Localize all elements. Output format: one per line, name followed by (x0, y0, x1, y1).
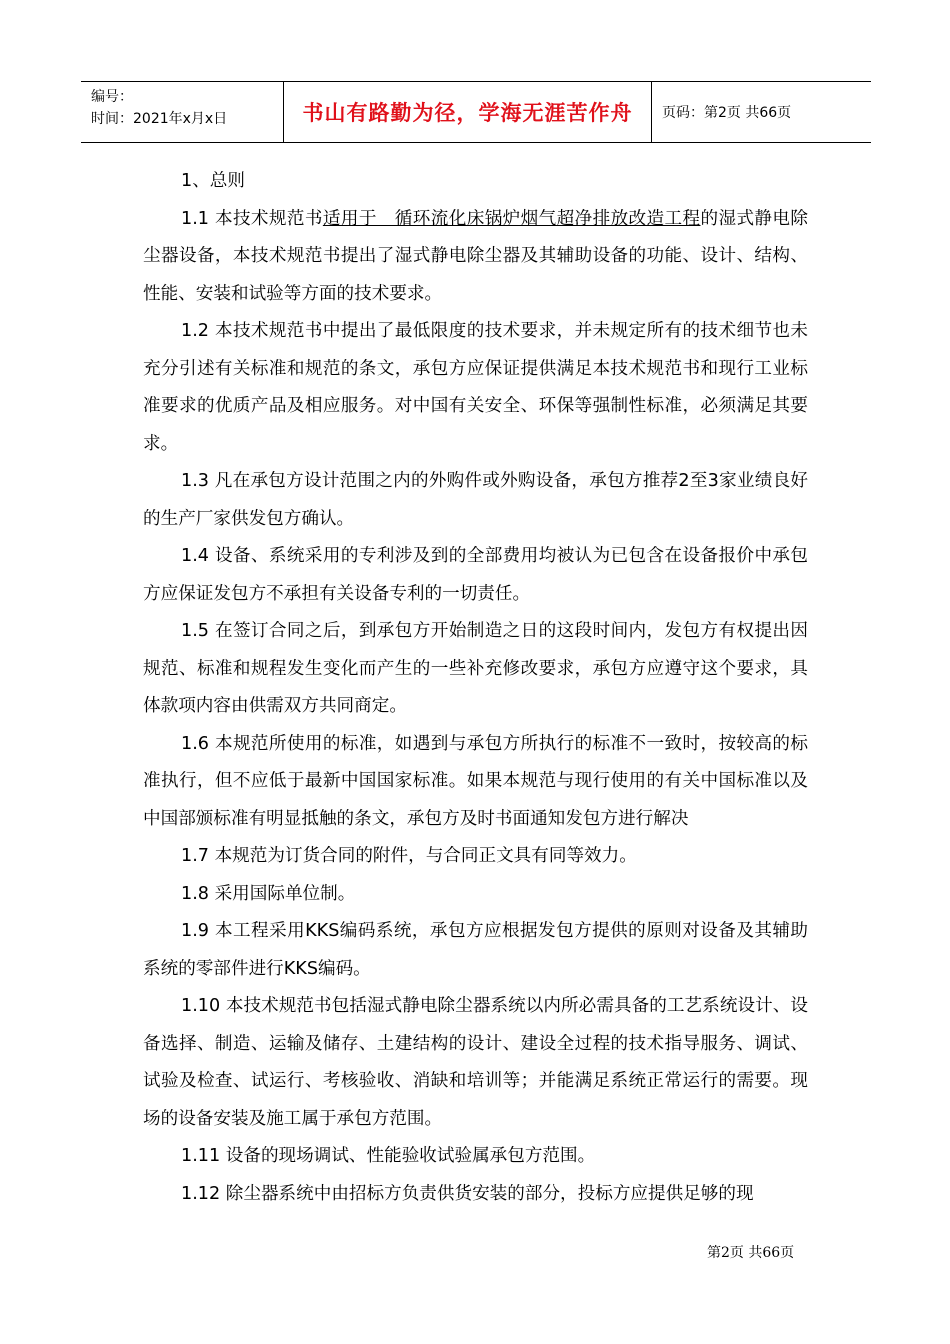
document-time: 时间：2021年x月x日 (91, 111, 228, 127)
header-motto: 书山有路勤为径，学海无涯苦作舟 (302, 101, 633, 125)
paragraph-text: 1.1 本技术规范书 (181, 208, 323, 229)
section-title: 1、总则 (181, 171, 245, 191)
page-footer: 第2页 共66页 (707, 1245, 795, 1261)
header-page-number: 页码：第2页 共66页 (662, 105, 792, 121)
paragraph: 1.10 本技术规范书包括湿式静电除尘器系统以内所必需具备的工艺系统设计、设备选择、制造、运输及储存、土建结构的设计、建设全过程的技术指导服务、调试、试验及检查、试运行、考核验收、消缺和培训等；并能满足系统正常运行的需要。现场的设备安装及施工属于承包方范围。 (143, 996, 808, 1129)
document-body (143, 163, 808, 1213)
paragraph: 1.4 设备、系统采用的专利涉及到的全部费用均被认为已包含在设备报价中承包方应保证发包方不承担有关设备专利的一切责任。 (143, 546, 808, 604)
paragraph: 1.2 本技术规范书中提出了最低限度的技术要求，并未规定所有的技术细节也未充分引述有关标准和规范的条文，承包方应保证提供满足本技术规范书和现行工业标准要求的优质产品及相应服务。对中国有关安全、环保等强制性标准，必须满足其要求。 (143, 321, 808, 454)
paragraph: 1.3 凡在承包方设计范围之内的外购件或外购设备，承包方推荐2至3家业绩良好的生产厂家供发包方确认。 (143, 471, 808, 529)
header-meta (91, 86, 227, 130)
paragraph-text: 的湿式静电除尘器设备，本技术规范书提出了湿式静电除尘器及其辅助设备的功能、设计、结构、性能、安装和试验等方面的技术要求。 (143, 208, 808, 304)
document-number: 编号： (91, 89, 133, 105)
paragraph: 1.7 本规范为订货合同的附件，与合同正文具有同等效力。 (181, 846, 637, 866)
paragraph: 1.5 在签订合同之后，到承包方开始制造之日的这段时间内，发包方有权提出因规范、标准和规程发生变化而产生的一些补充修改要求，承包方应遵守这个要求，具体款项内容由供需双方共同商定。 (143, 621, 808, 716)
page-header (81, 81, 871, 143)
header-divider (651, 82, 652, 142)
project-name-underlined: 适用于 循环流化床锅炉烟气超净排放改造工程 (322, 208, 701, 229)
paragraph: 1.6 本规范所使用的标准，如遇到与承包方所执行的标准不一致时，按较高的标准执行，但不应低于最新中国国家标准。如果本规范与现行使用的有关中国标准以及中国部颁标准有明显抵触的条文，承包方及时书面通知发包方进行解决 (143, 733, 808, 829)
paragraph: 1.11 设备的现场调试、性能验收试验属承包方范围。 (181, 1146, 596, 1166)
paragraph: 1.9 本工程采用KKS编码系统，承包方应根据发包方提供的原则对设备及其辅助系统的零部件进行KKS编码。 (143, 921, 808, 979)
paragraph (143, 201, 808, 314)
paragraph: 1.8 采用国际单位制。 (181, 883, 356, 904)
paragraph: 1.12 除尘器系统中由招标方负责供货安装的部分，投标方应提供足够的现 (181, 1183, 754, 1204)
